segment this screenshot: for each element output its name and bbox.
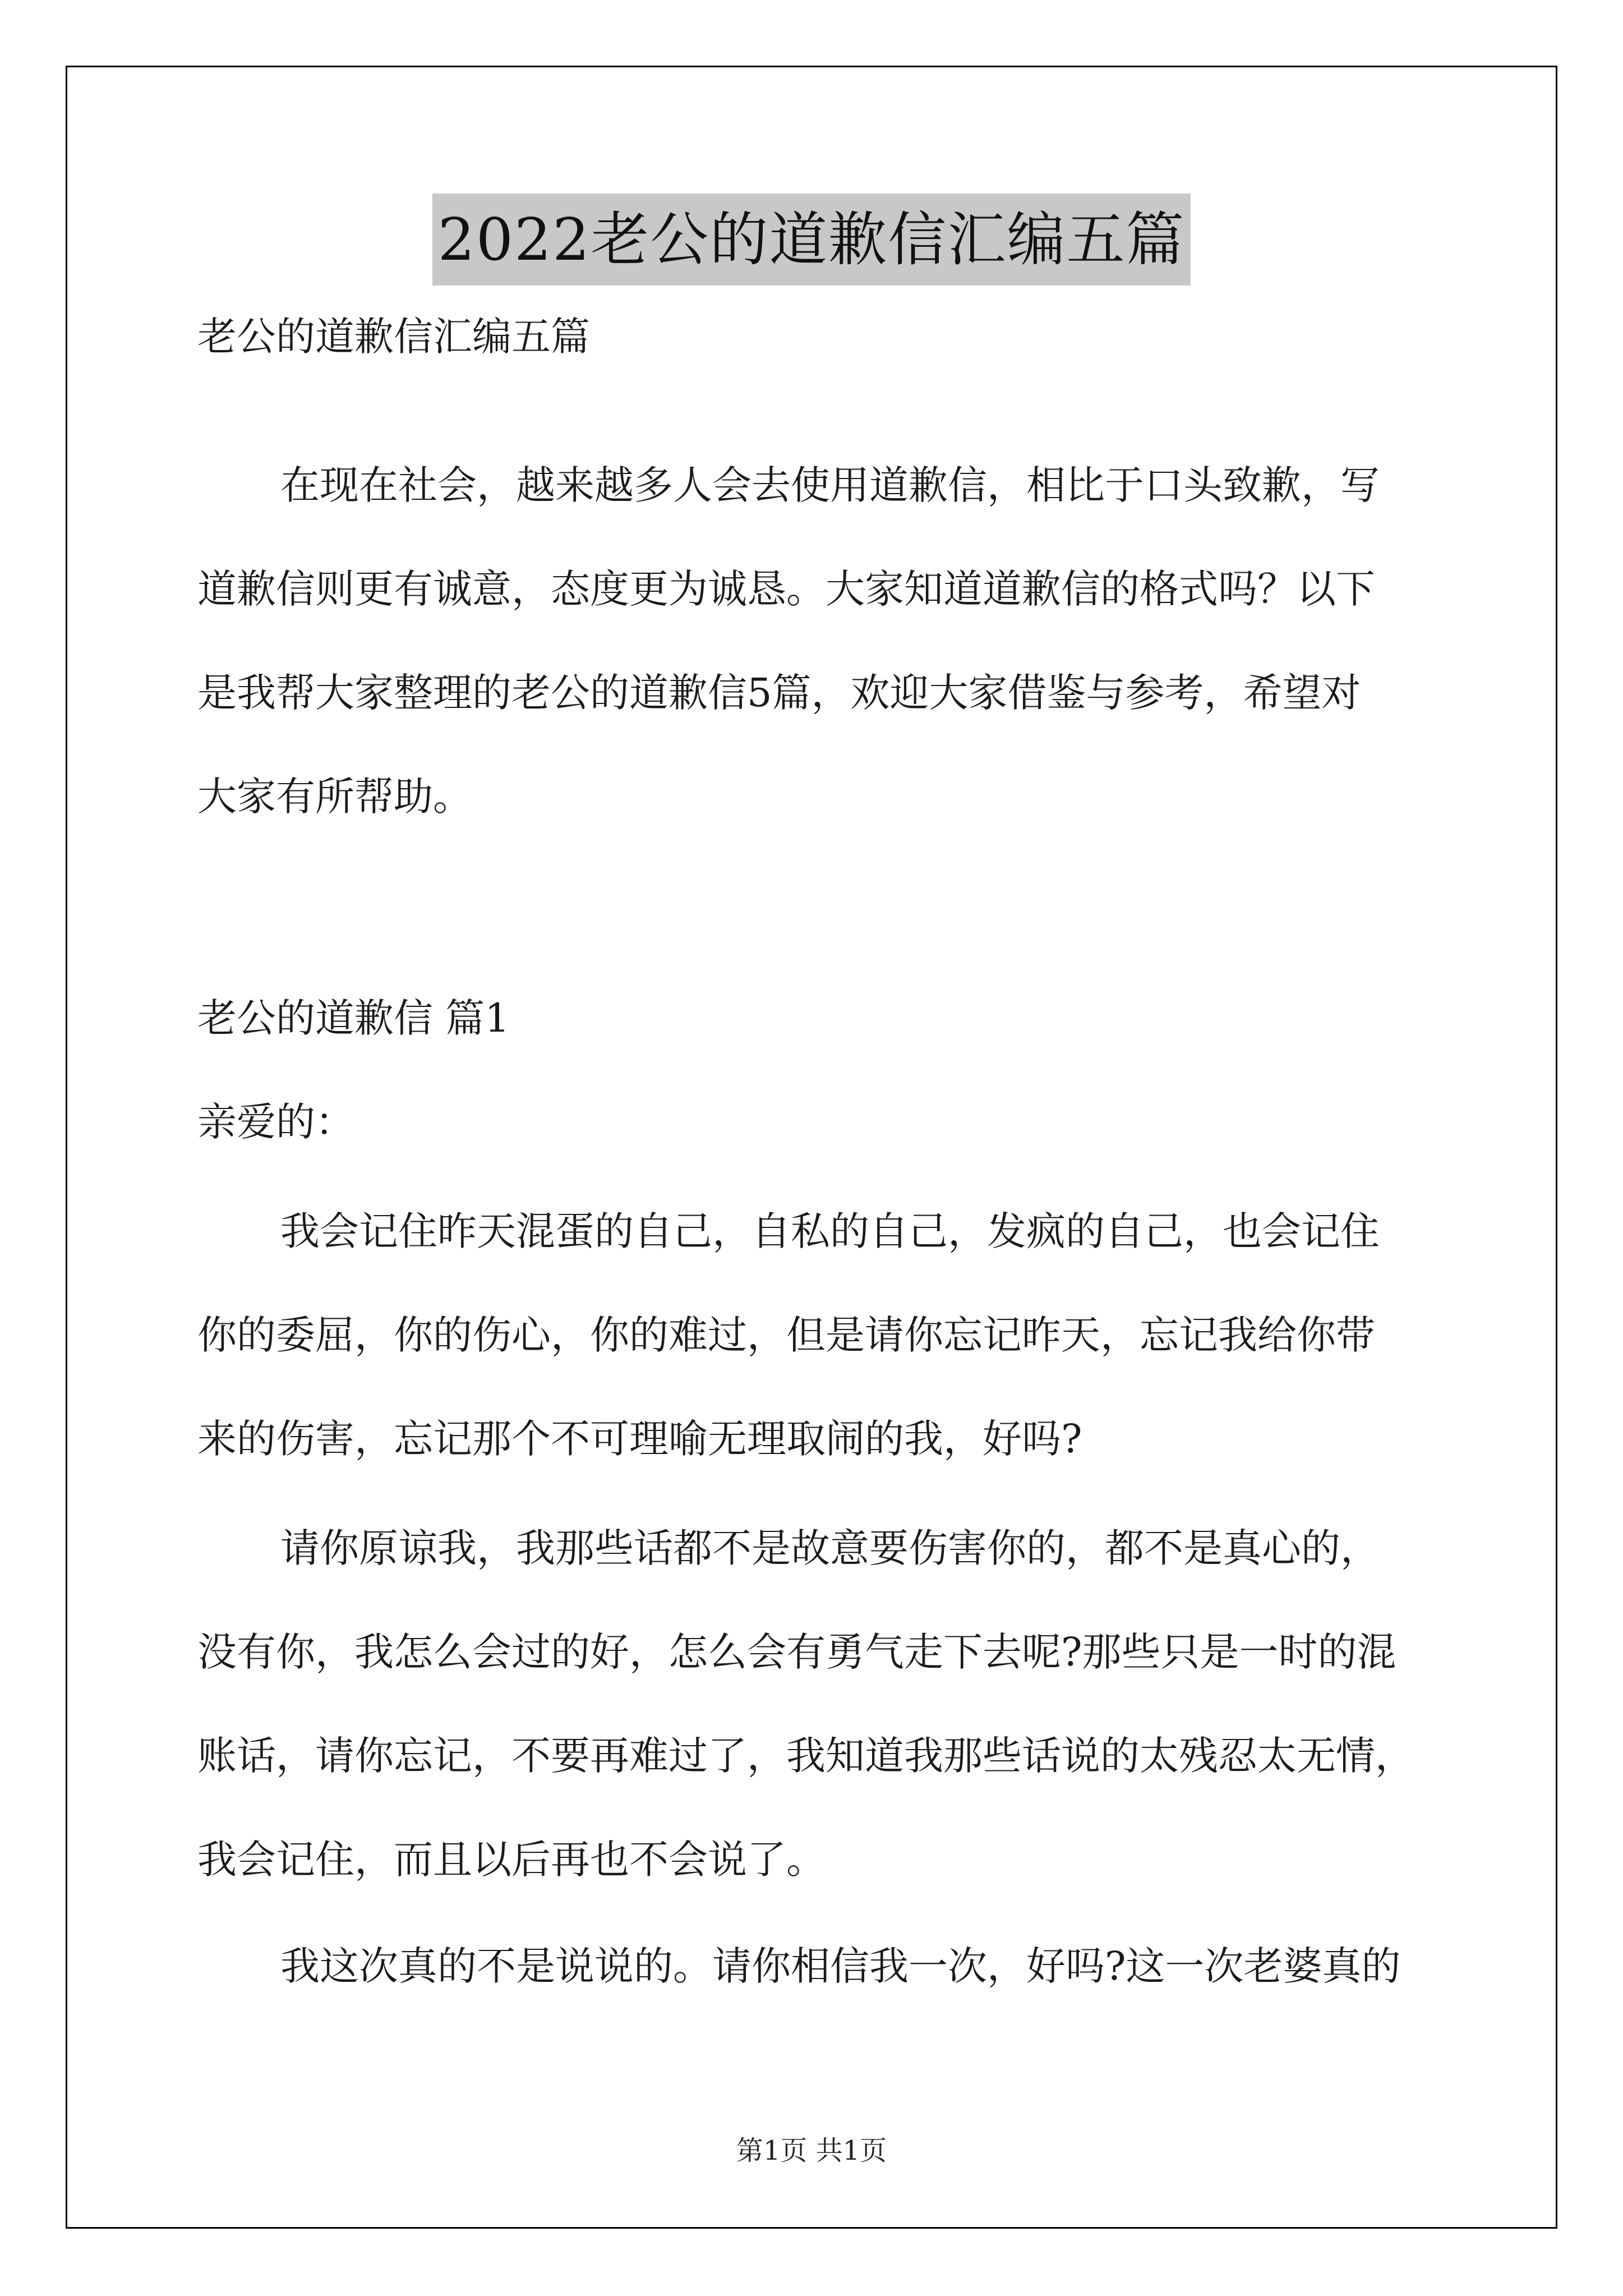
paragraph-line: 账话，请你忘记，不要再难过了，我知道我那些话说的太残忍太无情， [197, 1733, 1414, 1779]
paragraph-line: 我会记住，而且以后再也不会说了。 [197, 1837, 826, 1883]
paragraph-line: 大家有所帮助。 [197, 774, 472, 820]
salutation: 亲爱的： [197, 1099, 354, 1145]
paragraph-line: 你的委屈，你的伤心，你的难过，但是请你忘记昨天，忘记我给你带 [197, 1312, 1375, 1358]
paragraph-line: 道歉信则更有诚意，态度更为诚恳。大家知道道歉信的格式吗？以下 [197, 566, 1375, 612]
document-title: 2022老公的道歉信汇编五篇 [432, 194, 1191, 286]
paragraph-line: 请你原谅我，我那些话都不是故意要伤害你的，都不是真心的， [280, 1525, 1380, 1571]
paragraph-line: 我会记住昨天混蛋的自己，自私的自己，发疯的自己，也会记住 [280, 1208, 1380, 1254]
paragraph-line: 我这次真的不是说说的。请你相信我一次，好吗?这一次老婆真的 [280, 1943, 1401, 1989]
paragraph-line: 没有你，我怎么会过的好，怎么会有勇气走下去呢?那些只是一时的混 [197, 1629, 1396, 1675]
section-heading: 老公的道歉信 篇1 [197, 995, 510, 1041]
subtitle-line: 老公的道歉信汇编五篇 [197, 314, 590, 360]
page-footer: 第1页 共1页 [736, 2135, 887, 2166]
page-border [66, 66, 1557, 2229]
paragraph-line: 是我帮大家整理的老公的道歉信5篇，欢迎大家借鉴与参考，希望对 [197, 670, 1361, 716]
title-container [0, 194, 1623, 286]
paragraph-line: 来的伤害，忘记那个不可理喻无理取闹的我，好吗? [197, 1416, 1082, 1462]
paragraph-line: 在现在社会，越来越多人会去使用道歉信，相比于口头致歉，写 [280, 462, 1380, 508]
